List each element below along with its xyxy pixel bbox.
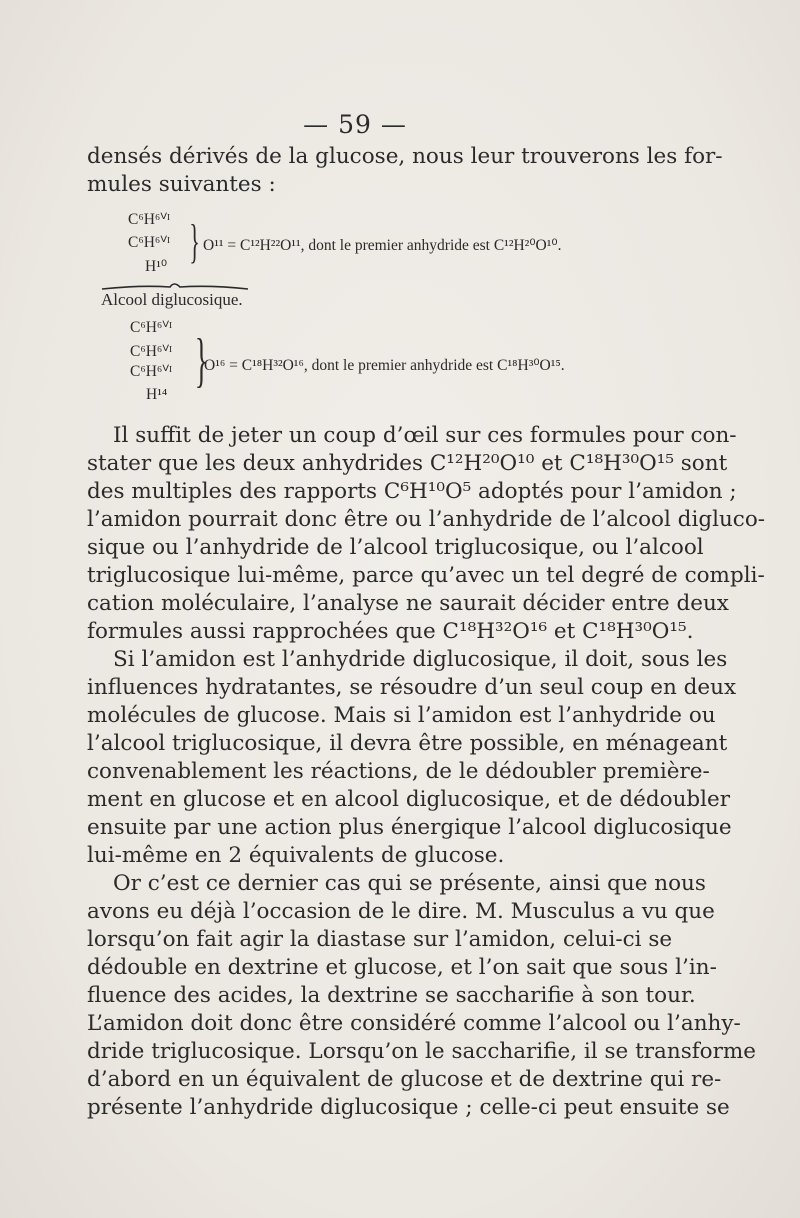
text-line: lui-même en 2 équivalents de glucose. xyxy=(87,843,505,868)
text-line: L’amidon doit donc être considéré comme l’alcool ou l’anhy- xyxy=(87,1011,741,1036)
text-line: sique ou l’anhydride de l’alcool triglucosique, ou l’alcool xyxy=(87,535,704,560)
text-line: ensuite par une action plus énergique l’alcool diglucosique xyxy=(87,815,732,840)
formula-left-term: H¹⁰ xyxy=(145,258,168,275)
text-line: Si l’amidon est l’anhydride diglucosique, il doit, sous les xyxy=(113,647,728,672)
text-line: formules aussi rapprochées que C¹⁸H³²O¹⁶ et C¹⁸H³⁰O¹⁵. xyxy=(87,619,694,644)
text-line: molécules de glucose. Mais si l’amidon est l’anhydride ou xyxy=(87,703,716,728)
text-line: Il suffit de jeter un coup d’œil sur ces formules pour con- xyxy=(113,423,737,448)
page-number: — 59 — xyxy=(303,110,407,139)
text-line: avons eu déjà l’occasion de le dire. M. Musculus a vu que xyxy=(87,899,715,924)
text-line: l’amidon pourrait donc être ou l’anhydride de l’alcool digluco- xyxy=(87,507,766,532)
formula-left-term: C⁶H⁶ⱽᴵ xyxy=(130,363,173,380)
text-line: mules suivantes : xyxy=(87,172,276,197)
text-line: des multiples des rapports C⁶H¹⁰O⁵ adoptés pour l’amidon ; xyxy=(87,479,737,504)
text-line: convenablement les réactions, de le dédoubler première- xyxy=(87,759,710,784)
formula-left-term: C⁶H⁶ⱽᴵ xyxy=(130,343,173,360)
formula-left-term: C⁶H⁶ⱽᴵ xyxy=(130,319,173,336)
text-line: dédouble en dextrine et glucose, et l’on sait que sous l’in- xyxy=(87,955,717,980)
text-line: d’abord en un équivalent de glucose et de dextrine qui re- xyxy=(87,1067,722,1092)
formula-left-term: C⁶H⁶ⱽᴵ xyxy=(128,211,171,228)
formula-expression: O¹⁶ = C¹⁸H³²O¹⁶, dont le premier anhydride est C¹⁸H³⁰O¹⁵. xyxy=(204,357,565,374)
text-line: cation moléculaire, l’analyse ne saurait décider entre deux xyxy=(87,591,729,616)
brace-icon: } xyxy=(189,215,200,268)
formula-left-term: C⁶H⁶ⱽᴵ xyxy=(128,234,171,251)
text-line: stater que les deux anhydrides C¹²H²⁰O¹⁰ et C¹⁸H³⁰O¹⁵ sont xyxy=(87,451,728,476)
text-line: fluence des acides, la dextrine se saccharifie à son tour. xyxy=(87,983,696,1008)
text-line: dride triglucosique. Lorsqu’on le saccharifie, il se transforme xyxy=(87,1039,757,1064)
brace-icon: } xyxy=(194,327,208,393)
text-line: ment en glucose et en alcool diglucosique, et de dédoubler xyxy=(87,787,731,812)
text-line: Or c’est ce dernier cas qui se présente, ainsi que nous xyxy=(113,871,706,896)
formula-expression: O¹¹ = C¹²H²²O¹¹, dont le premier anhydride est C¹²H²⁰O¹⁰. xyxy=(203,237,562,254)
text-line: présente l’anhydride diglucosique ; celle-ci peut ensuite se xyxy=(87,1095,730,1120)
text-line: triglucosique lui-même, parce qu’avec un tel degré de compli- xyxy=(87,563,765,588)
text-line: influences hydratantes, se résoudre d’un seul coup en deux xyxy=(87,675,737,700)
text-line: l’alcool triglucosique, il devra être possible, en ménageant xyxy=(87,731,728,756)
formula-left-term: H¹⁴ xyxy=(146,386,168,403)
formula-caption: Alcool diglucosique. xyxy=(101,290,243,309)
text-line: densés dérivés de la glucose, nous leur trouverons les for- xyxy=(87,144,723,169)
text-line: lorsqu’on fait agir la diastase sur l’amidon, celui-ci se xyxy=(87,927,673,952)
